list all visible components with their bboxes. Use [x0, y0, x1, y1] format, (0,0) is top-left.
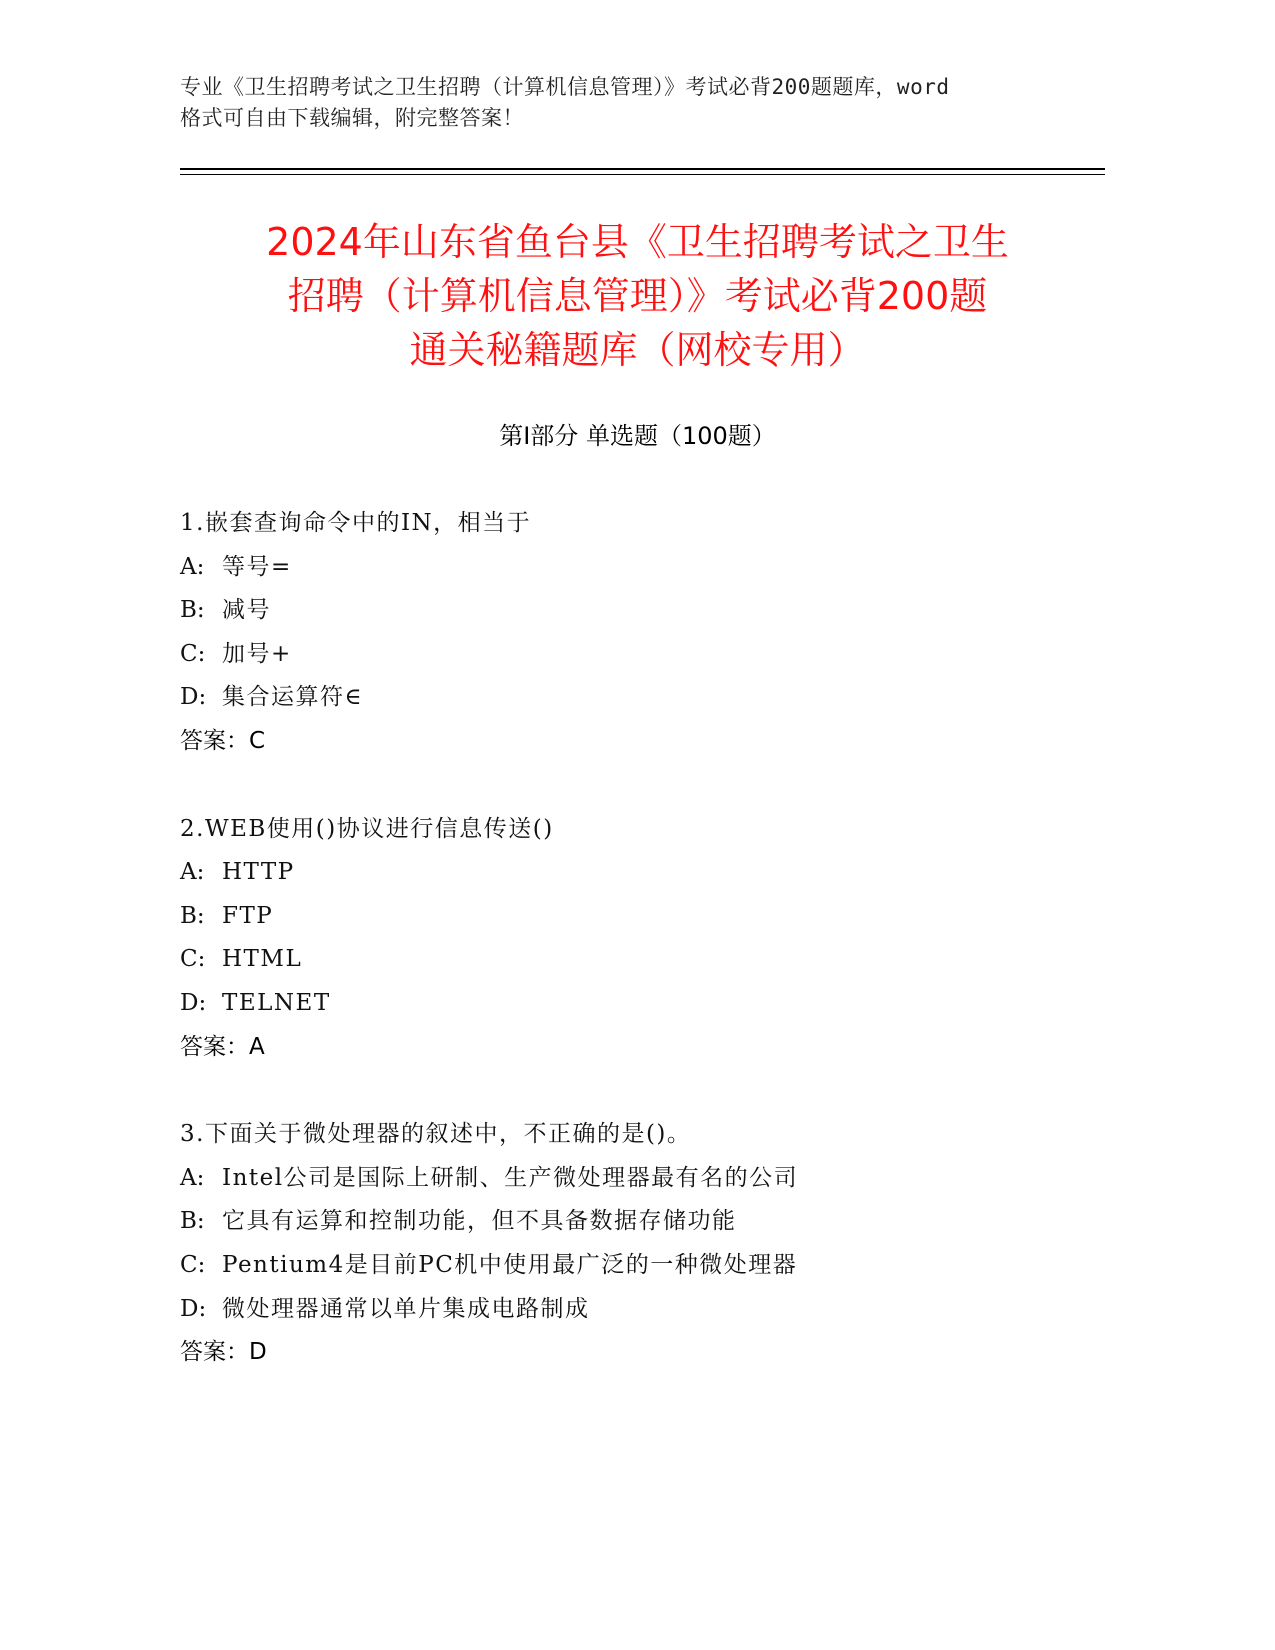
option-text: HTTP — [222, 859, 295, 886]
option-d — [180, 1288, 1110, 1332]
option-text: 等号= — [222, 553, 292, 580]
option-d — [180, 676, 1110, 720]
option-text: HTML — [222, 946, 303, 973]
option-prefix: C: — [180, 1251, 206, 1278]
question-list — [180, 502, 1110, 1419]
title-line-3: 通关秘籍题库（网校专用） — [409, 328, 866, 372]
title-line-2: 招聘（计算机信息管理）》考试必背200题 — [287, 274, 988, 318]
option-text: TELNET — [222, 989, 331, 1016]
option-prefix: B: — [180, 902, 205, 929]
option-prefix: C: — [180, 640, 206, 667]
option-a — [180, 851, 1110, 895]
option-prefix: D: — [180, 1295, 207, 1322]
option-b — [180, 895, 1110, 939]
document-title — [150, 215, 1125, 377]
question-3 — [180, 1113, 1110, 1375]
option-prefix: A: — [180, 553, 205, 580]
option-text: 集合运算符∈ — [222, 684, 364, 711]
header-line-2: 格式可自由下载编辑，附完整答案！ — [180, 106, 524, 130]
document-header — [180, 72, 1100, 134]
question-stem: 1.嵌套查询命令中的IN，相当于 — [180, 510, 532, 536]
question-stem: 2.WEB使用()协议进行信息传送() — [180, 815, 554, 842]
section-heading: 第Ⅰ部分 单选题（100题） — [499, 422, 776, 450]
option-c — [180, 1244, 1110, 1288]
option-text: Intel公司是国际上研制、生产微处理器最有名的公司 — [222, 1164, 799, 1191]
option-prefix: D: — [180, 684, 207, 711]
option-prefix: D: — [180, 989, 207, 1016]
title-line-1: 2024年山东省鱼台县《卫生招聘考试之卫生 — [266, 220, 1009, 264]
header-line-1: 专业《卫生招聘考试之卫生招聘（计算机信息管理）》考试必背200题题库，word — [180, 75, 950, 99]
question-1 — [180, 502, 1110, 764]
option-prefix: A: — [180, 859, 205, 886]
option-text: 微处理器通常以单片集成电路制成 — [222, 1295, 590, 1322]
answer: 答案：D — [180, 1339, 267, 1366]
option-prefix: A: — [180, 1164, 205, 1191]
option-text: Pentium4是目前PC机中使用最广泛的一种微处理器 — [222, 1251, 798, 1278]
question-stem: 3.下面关于微处理器的叙述中，不正确的是()。 — [180, 1121, 692, 1148]
option-text: FTP — [222, 902, 274, 929]
option-text: 它具有运算和控制功能，但不具备数据存储功能 — [222, 1208, 737, 1235]
header-divider-thin — [180, 174, 1105, 175]
option-prefix: B: — [180, 1208, 205, 1235]
option-text: 减号 — [222, 597, 271, 624]
option-d — [180, 982, 1110, 1026]
option-c — [180, 633, 1110, 677]
option-b — [180, 589, 1110, 633]
option-b — [180, 1200, 1110, 1244]
answer: 答案：C — [180, 727, 266, 754]
option-prefix: B: — [180, 597, 205, 624]
header-divider-thick — [180, 168, 1105, 170]
question-2 — [180, 808, 1110, 1070]
option-a — [180, 1157, 1110, 1201]
option-a — [180, 546, 1110, 590]
option-text: 加号+ — [222, 640, 292, 667]
option-prefix: C: — [180, 946, 206, 973]
option-c — [180, 938, 1110, 982]
answer: 答案：A — [180, 1033, 265, 1060]
